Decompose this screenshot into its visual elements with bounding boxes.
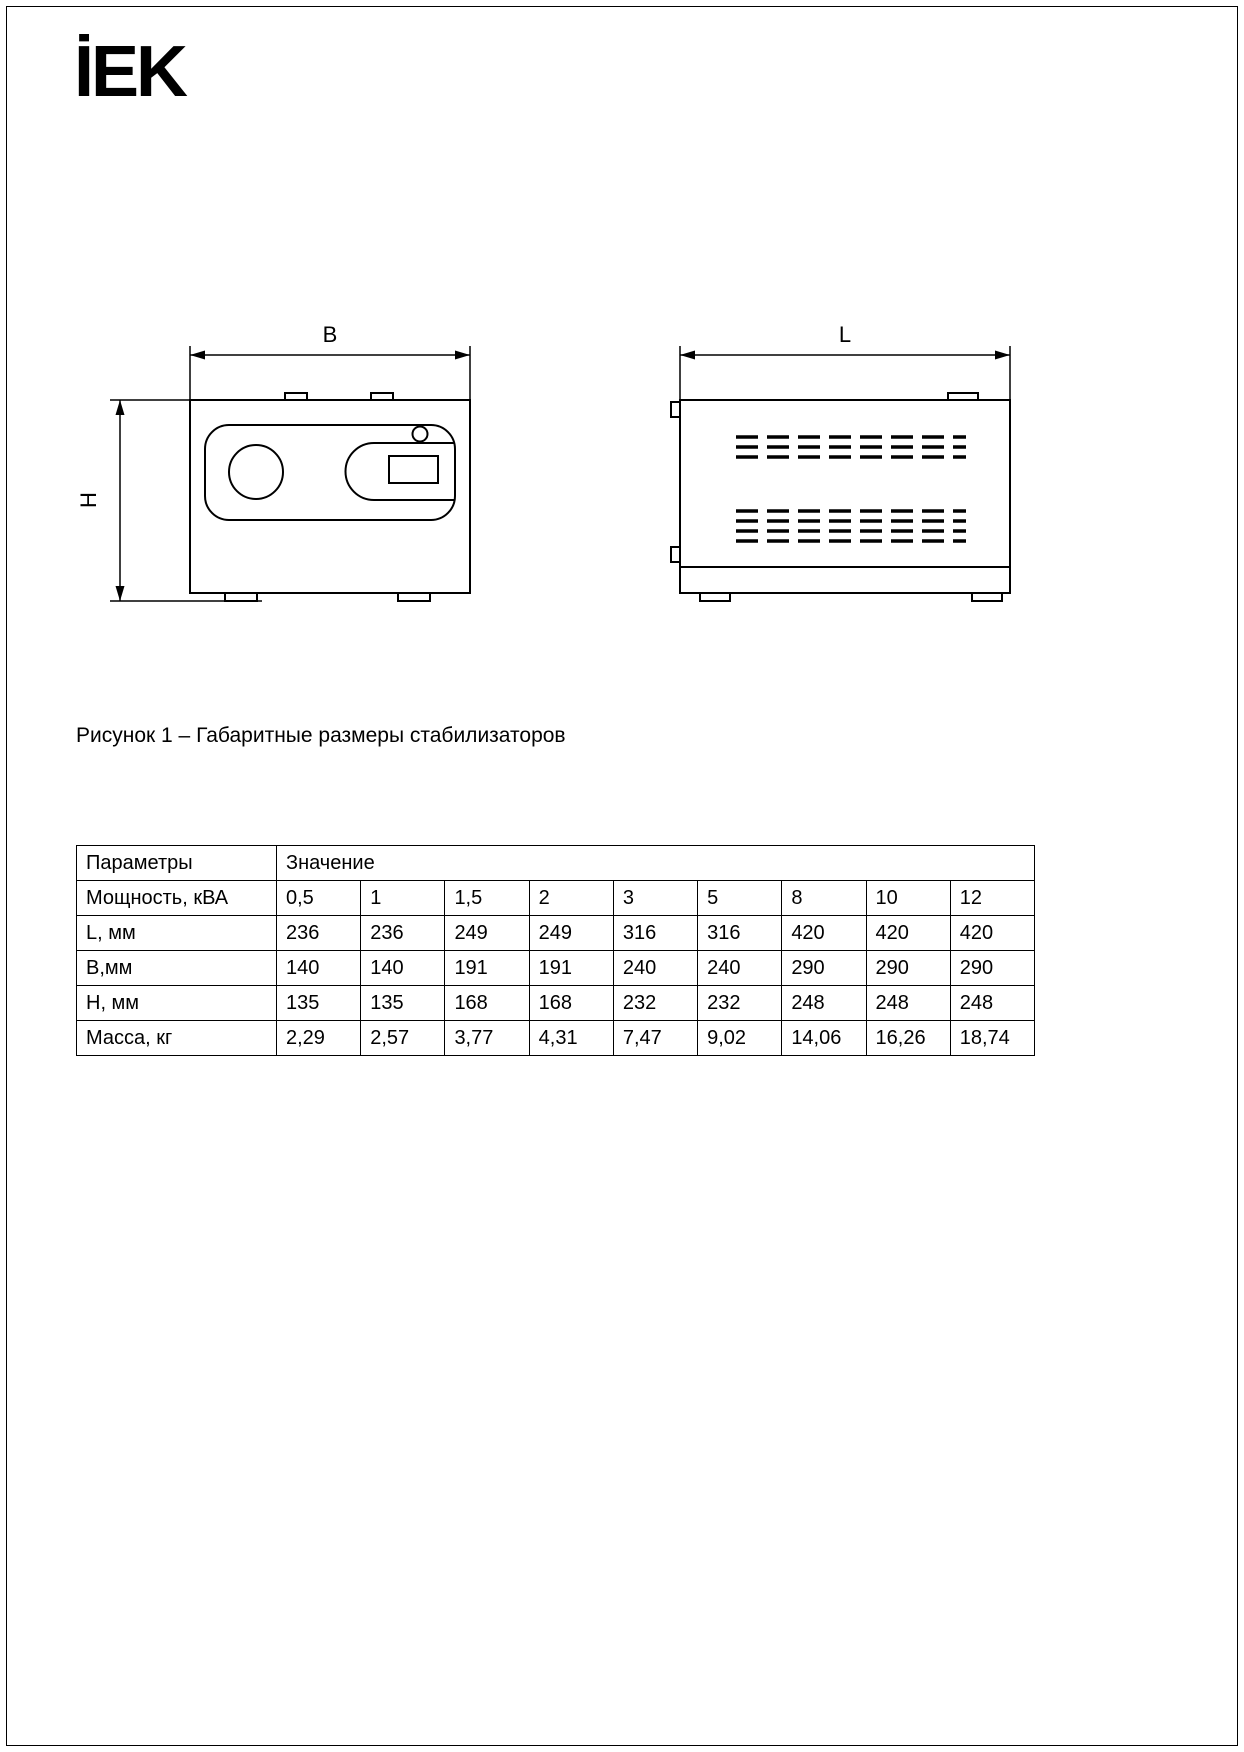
vent-slots: [736, 437, 966, 541]
row-value-cell: 232: [613, 986, 697, 1021]
row-value-cell: 140: [277, 951, 361, 986]
row-value-cell: 420: [866, 916, 950, 951]
table-row: [77, 951, 1035, 986]
row-value-cell: 140: [361, 951, 445, 986]
row-value-cell: 10: [866, 881, 950, 916]
front-view: [190, 393, 470, 601]
row-value-cell: 16,26: [866, 1021, 950, 1056]
row-value-cell: 1: [361, 881, 445, 916]
row-value-cell: 1,5: [445, 881, 529, 916]
row-value-cell: 0,5: [277, 881, 361, 916]
row-value-cell: 236: [277, 916, 361, 951]
row-label-cell: В,мм: [77, 951, 277, 986]
table-row: [77, 986, 1035, 1021]
dimension-arrowheads: [116, 351, 1011, 602]
row-value-cell: 135: [361, 986, 445, 1021]
row-value-cell: 316: [613, 916, 697, 951]
row-value-cell: 248: [950, 986, 1034, 1021]
row-value-cell: 240: [698, 951, 782, 986]
table-row: [77, 881, 1035, 916]
row-value-cell: 3,77: [445, 1021, 529, 1056]
table-row: [77, 1021, 1035, 1056]
row-value-cell: 420: [950, 916, 1034, 951]
dimension-lines: [110, 346, 1010, 601]
side-view: [671, 393, 1010, 601]
row-label-cell: Мощность, кВА: [77, 881, 277, 916]
header-value-cell: Значение: [277, 846, 1035, 881]
row-value-cell: 249: [445, 916, 529, 951]
row-value-cell: 290: [782, 951, 866, 986]
dim-h-label: H: [76, 492, 101, 508]
row-value-cell: 290: [866, 951, 950, 986]
row-value-cell: 135: [277, 986, 361, 1021]
dim-b-label: B: [322, 322, 338, 347]
row-value-cell: 2,29: [277, 1021, 361, 1056]
iek-logo: İEK: [74, 32, 186, 112]
row-value-cell: 168: [445, 986, 529, 1021]
spec-table-body: [77, 846, 1035, 1056]
row-label-cell: Н, мм: [77, 986, 277, 1021]
row-value-cell: 18,74: [950, 1021, 1034, 1056]
row-value-cell: 191: [529, 951, 613, 986]
row-value-cell: 9,02: [698, 1021, 782, 1056]
table-row: [77, 916, 1035, 951]
dim-l-label: L: [838, 322, 852, 347]
row-value-cell: 5: [698, 881, 782, 916]
row-value-cell: 240: [613, 951, 697, 986]
row-value-cell: 420: [782, 916, 866, 951]
row-label-cell: Масса, кг: [77, 1021, 277, 1056]
row-label-cell: L, мм: [77, 916, 277, 951]
row-value-cell: 2: [529, 881, 613, 916]
row-value-cell: 4,31: [529, 1021, 613, 1056]
row-value-cell: 14,06: [782, 1021, 866, 1056]
row-value-cell: 8: [782, 881, 866, 916]
row-value-cell: 191: [445, 951, 529, 986]
row-value-cell: 12: [950, 881, 1034, 916]
figure-drawing: [0, 310, 1244, 620]
row-value-cell: 290: [950, 951, 1034, 986]
row-value-cell: 2,57: [361, 1021, 445, 1056]
table-header-row: [77, 846, 1035, 881]
row-value-cell: 3: [613, 881, 697, 916]
row-value-cell: 248: [782, 986, 866, 1021]
row-value-cell: 248: [866, 986, 950, 1021]
figure-caption: Рисунок 1 – Габаритные размеры стабилизаторов: [76, 724, 566, 747]
header-param-cell: Параметры: [77, 846, 277, 881]
row-value-cell: 316: [698, 916, 782, 951]
row-value-cell: 236: [361, 916, 445, 951]
row-value-cell: 168: [529, 986, 613, 1021]
row-value-cell: 232: [698, 986, 782, 1021]
spec-table: [76, 845, 1035, 1056]
row-value-cell: 249: [529, 916, 613, 951]
row-value-cell: 7,47: [613, 1021, 697, 1056]
